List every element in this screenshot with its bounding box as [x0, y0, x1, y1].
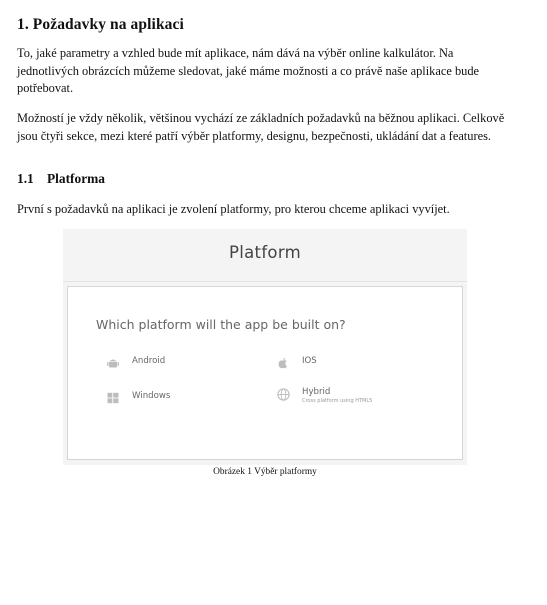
option-label: Hybrid [302, 387, 331, 397]
section-heading: 1. Požadavky na aplikaci [17, 16, 184, 33]
option-label: Windows [132, 391, 171, 401]
option-label: Android [132, 356, 166, 366]
android-icon [106, 356, 120, 370]
subsection-heading [17, 171, 105, 187]
subsection-number: 1.1 [17, 171, 34, 186]
figure-title: Platform [229, 243, 301, 262]
windows-icon [106, 391, 120, 405]
platform-card [67, 286, 463, 460]
option-android[interactable] [106, 356, 165, 370]
option-hybrid-text [302, 387, 372, 405]
platform-question: Which platform will the app be built on? [96, 317, 346, 332]
paragraph-sections: Možností je vždy několik, většinou vychází ze základních požadavků na běžnou aplikaci. Celkově jsou čtyři sekce, mezi které patří výběr platformy, designu, bezpečnosti, ukládání dat a features. [17, 111, 505, 143]
figure-caption: Obrázek 1 Výběr platformy [213, 467, 317, 477]
option-sublabel: Cross platform using HTML5 [302, 398, 373, 404]
option-label: IOS [302, 356, 317, 366]
platform-figure [63, 229, 467, 465]
figure-divider [63, 281, 467, 282]
paragraph-intro: To, jaké parametry a vzhled bude mít aplikace, nám dává na výběr online kalkulátor. Na jednotlivých obrázcích můžeme sledovat, jaké máme možnosti a co právě naše aplikace bude potřebovat. [17, 46, 480, 95]
option-hybrid[interactable] [276, 387, 372, 405]
globe-icon [276, 387, 290, 401]
paragraph-platform: První s požadavků na aplikaci je zvolení platformy, pro kterou chceme aplikaci vyvíjet. [17, 202, 450, 216]
subsection-title: Platforma [47, 171, 106, 186]
option-ios[interactable] [276, 356, 317, 370]
apple-icon [276, 356, 290, 370]
option-windows[interactable] [106, 391, 170, 405]
